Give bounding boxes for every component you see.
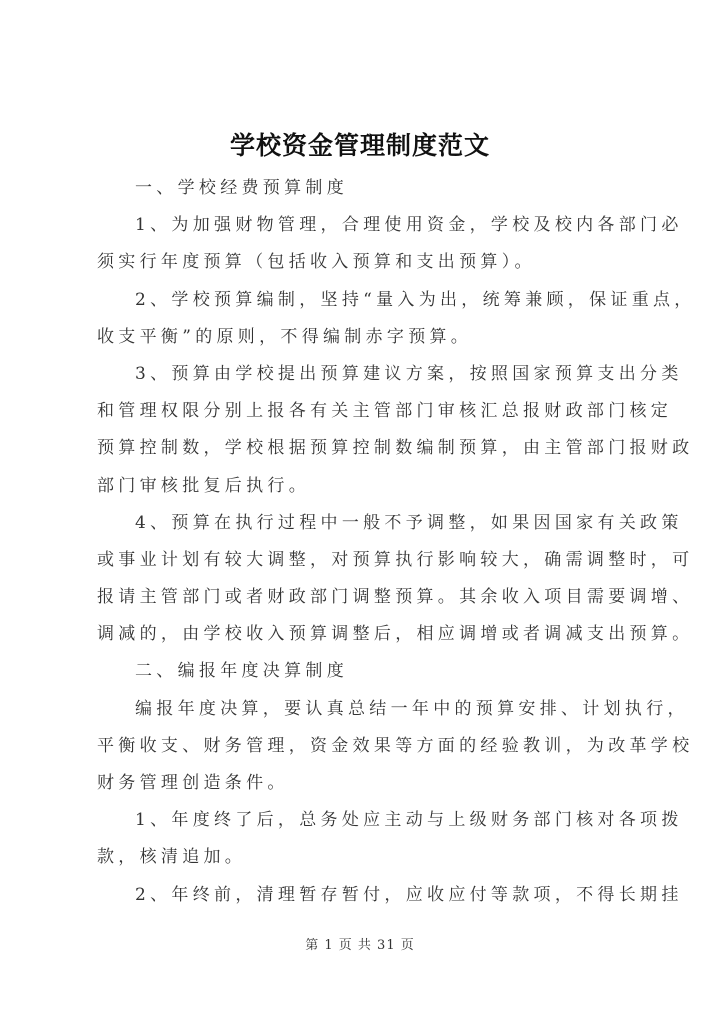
text-line: 1、为加强财物管理，合理使用资金，学校及校内各部门必 (135, 215, 683, 236)
text-line: 平衡收支、财务管理，资金效果等方面的经验教训，为改革学校 (97, 735, 694, 756)
page-number-footer: 第 1 页 共 31 页 (305, 938, 415, 953)
text-line: 2、年终前，清理暂存暂付，应收应付等款项，不得长期挂 (135, 884, 683, 905)
text-line: 报请主管部门或者财政部门调整预算。其余收入项目需要调增、 (97, 587, 694, 608)
text-line: 部门审核批复后执行。 (97, 475, 310, 496)
text-line: 款，核清追加。 (97, 847, 247, 868)
text-line: 3、预算由学校提出预算建议方案，按照国家预算支出分类 (135, 363, 683, 384)
text-line: 或事业计划有较大调整，对预算执行影响较大，确需调整时，可 (97, 549, 694, 570)
document-body (97, 170, 696, 914)
text-line: 4、预算在执行过程中一般不予调整，如果因国家有关政策 (135, 512, 683, 533)
text-line: 财务管理创造条件。 (97, 773, 289, 793)
text-line: 收支平衡”的原则，不得编制赤字预算。 (97, 326, 473, 347)
text-line: 和管理权限分别上报各有关主管部门审核汇总报财政部门核定 (97, 401, 673, 422)
text-line: 调减的，由学校收入预算调整后，相应调增或者调减支出预算。 (97, 624, 694, 645)
text-line: 一、学校经费预算制度 (135, 178, 348, 198)
text-line: 二、编报年度决算制度 (135, 661, 348, 682)
text-line: 1、年度终了后，总务处应主动与上级财务部门核对各项拨 (135, 810, 683, 831)
text-line: 2、学校预算编制，坚持“量入为出，统筹兼顾，保证重点， (135, 289, 696, 310)
text-line: 编报年度决算，要认真总结一年中的预算安排、计划执行， (135, 698, 689, 719)
text-line: 预算控制数，学校根据预算控制数编制预算，由主管部门报财政 (97, 438, 694, 459)
document-title: 学校资金管理制度范文 (229, 131, 490, 160)
text-line: 须实行年度预算（包括收入预算和支出预算）。 (97, 252, 536, 273)
